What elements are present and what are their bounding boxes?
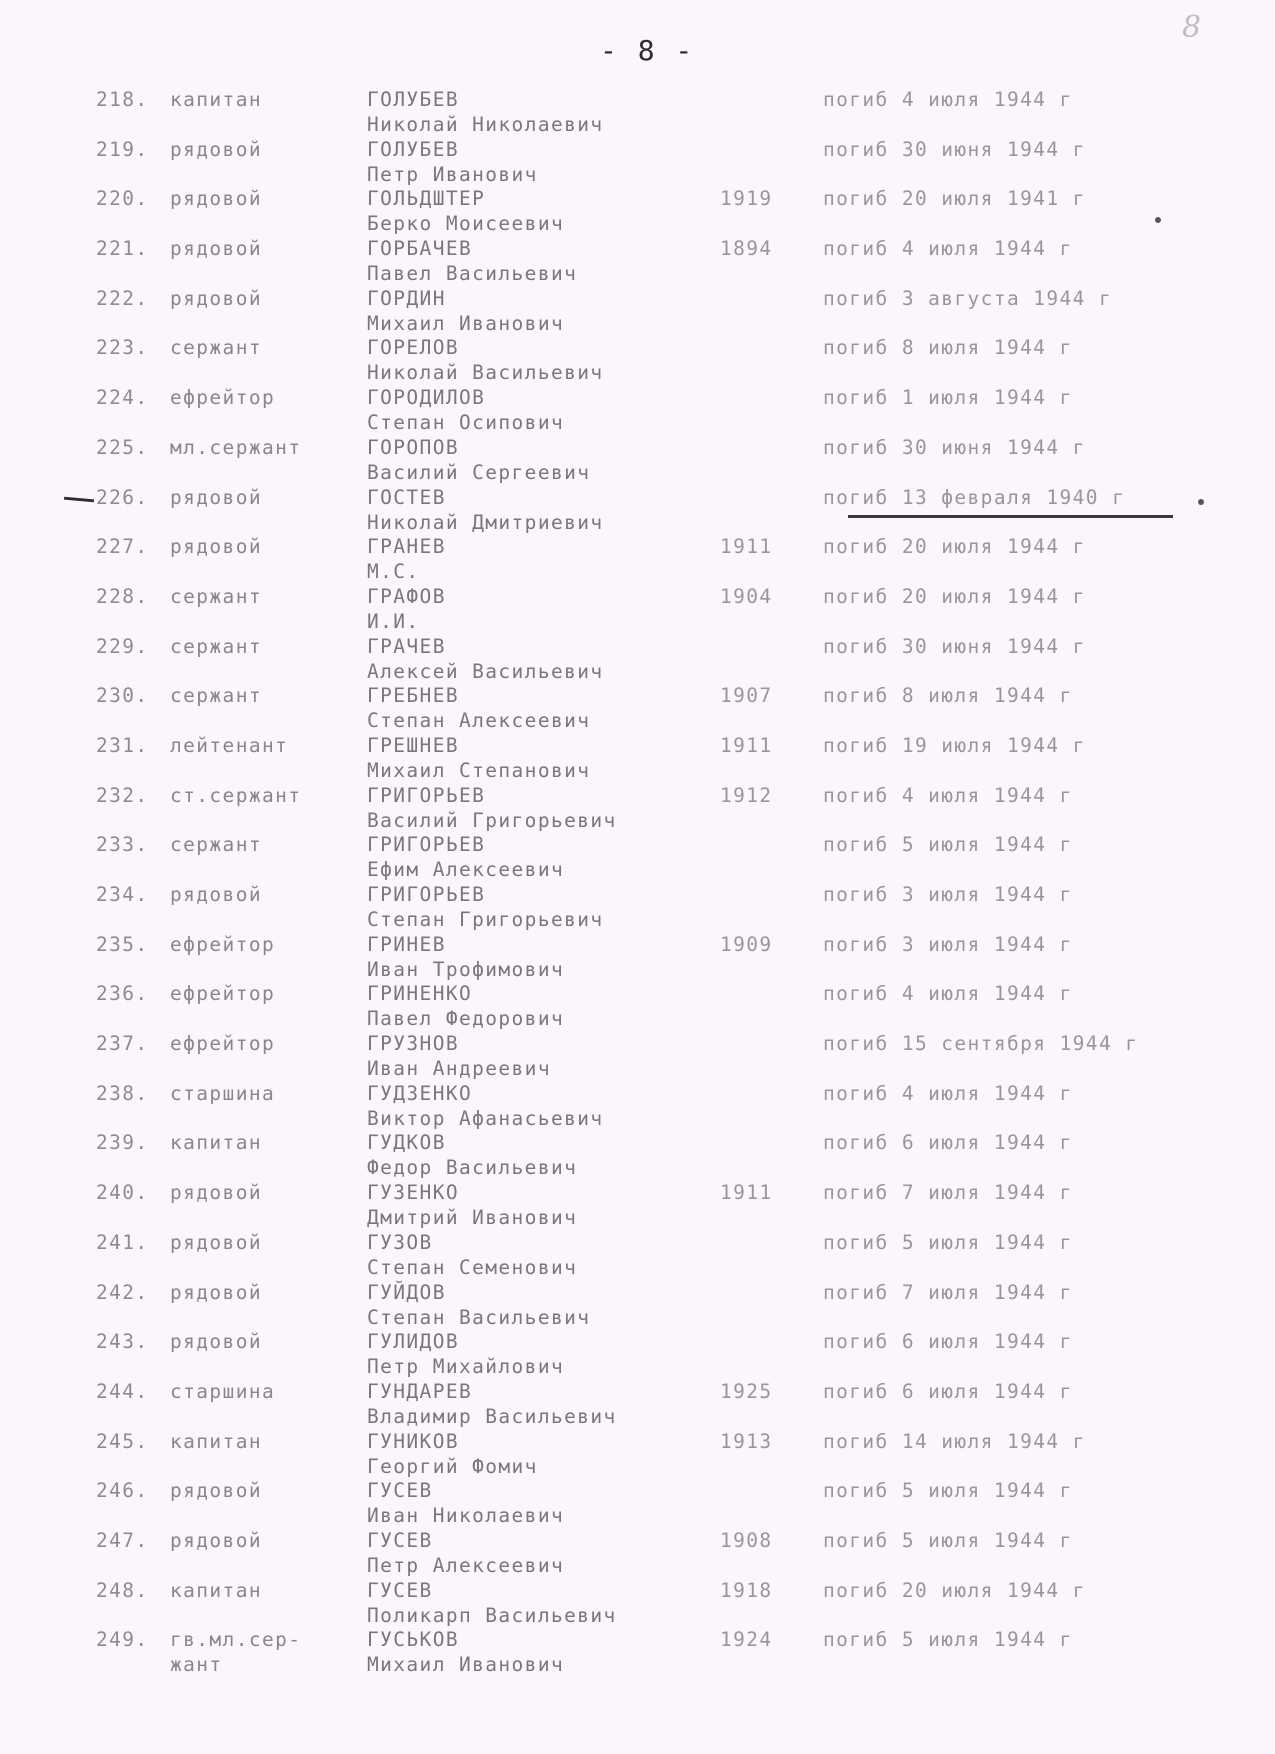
rank: капитан	[170, 1429, 262, 1453]
surname: ГОСТЕВ	[367, 485, 446, 509]
surname: ГОЛУБЕВ	[367, 88, 459, 111]
rank: рядовой	[170, 1479, 262, 1503]
record-number: 247.	[96, 1528, 149, 1552]
given-name: Петр Алексеевич	[367, 1553, 565, 1577]
surname: ГОЛЬДШТЕР	[367, 187, 486, 211]
given-name: Степан Алексеевич	[367, 709, 591, 733]
list-item	[0, 1181, 1275, 1231]
death-date: погиб 4 июля 1944 г	[823, 982, 1073, 1006]
death-date: погиб 3 августа 1944 г	[823, 286, 1113, 310]
surname: ГОРЕЛОВ	[367, 336, 459, 360]
given-name: Василий Сергеевич	[367, 460, 591, 484]
death-date: погиб 30 июня 1944 г	[823, 634, 1086, 658]
death-date: погиб 15 сентября 1944 г	[823, 1032, 1139, 1056]
rank: ефрейтор	[170, 982, 276, 1006]
given-name: Берко Моисеевич	[367, 212, 565, 236]
death-date: погиб 13 февраля 1940 г	[823, 485, 1126, 509]
birth-year: 1912	[720, 783, 773, 807]
surname: ГРИГОРЬЕВ	[367, 883, 486, 906]
given-name: Михаил Иванович	[367, 311, 565, 335]
death-date: погиб 4 июля 1944 г	[823, 237, 1073, 261]
given-name: Степан Семенович	[367, 1255, 578, 1279]
surname: ГУЙДОВ	[367, 1280, 446, 1304]
surname: ГУНДАРЕВ	[367, 1379, 473, 1403]
list-item	[0, 1430, 1275, 1480]
death-date: погиб 5 июля 1944 г	[823, 833, 1073, 857]
given-name: Степан Григорьевич	[367, 908, 604, 931]
death-date: погиб 6 июля 1944 г	[823, 1131, 1073, 1155]
list-item	[0, 1032, 1275, 1082]
given-name: Дмитрий Иванович	[367, 1206, 578, 1230]
rank: гв.мл.сер-	[170, 1628, 302, 1652]
birth-year: 1913	[720, 1429, 773, 1453]
record-number: 236.	[96, 982, 149, 1006]
surname: ГУНИКОВ	[367, 1429, 459, 1453]
death-date: погиб 14 июля 1944 г	[823, 1429, 1086, 1453]
surname: ГРАЧЕВ	[367, 634, 446, 658]
death-date: погиб 4 июля 1944 г	[823, 88, 1073, 111]
given-name: Петр Иванович	[367, 162, 538, 186]
surname: ГУСЕВ	[367, 1479, 433, 1503]
surname: ГРИГОРЬЕВ	[367, 783, 486, 807]
surname: ГОРДИН	[367, 286, 446, 310]
rank: сержант	[170, 833, 262, 857]
surname: ГУЗЕНКО	[367, 1181, 459, 1205]
rank: рядовой	[170, 137, 262, 161]
list-item	[0, 386, 1275, 436]
list-item	[0, 1628, 1275, 1678]
rank: ст.сержант	[170, 783, 302, 807]
surname: ГУЛИДОВ	[367, 1330, 459, 1354]
death-date: погиб 5 июля 1944 г	[823, 1528, 1073, 1552]
record-number: 238.	[96, 1081, 149, 1105]
rank: капитан	[170, 1131, 262, 1155]
given-name: Михаил Степанович	[367, 758, 591, 782]
given-name: Павел Васильевич	[367, 262, 578, 286]
record-number: 245.	[96, 1429, 149, 1453]
birth-year: 1908	[720, 1528, 773, 1552]
death-date: погиб 4 июля 1944 г	[823, 1081, 1073, 1105]
birth-year: 1894	[720, 237, 773, 261]
surname: ГРИГОРЬЕВ	[367, 833, 486, 857]
surname: ГОРОДИЛОВ	[367, 386, 486, 410]
death-date: погиб 4 июля 1944 г	[823, 783, 1073, 807]
death-date: погиб 20 июля 1944 г	[823, 535, 1086, 559]
death-date: погиб 20 июля 1941 г	[823, 187, 1086, 211]
birth-year: 1919	[720, 187, 773, 211]
surname: ГУЗОВ	[367, 1230, 433, 1254]
rank: рядовой	[170, 1330, 262, 1354]
given-name: Степан Осипович	[367, 411, 565, 435]
surname: ГУСЬКОВ	[367, 1628, 459, 1652]
list-item	[0, 1380, 1275, 1430]
surname: ГРАФОВ	[367, 584, 446, 608]
surname: ГРЕШНЕВ	[367, 733, 459, 757]
rank: рядовой	[170, 286, 262, 310]
rank: ефрейтор	[170, 386, 276, 410]
record-number: 237.	[96, 1032, 149, 1056]
record-number: 243.	[96, 1330, 149, 1354]
surname: ГРИНЕВ	[367, 932, 446, 956]
death-date: погиб 20 июля 1944 г	[823, 584, 1086, 608]
rank: рядовой	[170, 187, 262, 211]
surname: ГРИНЕНКО	[367, 982, 473, 1006]
list-item	[0, 784, 1275, 834]
given-name: Ефим Алексеевич	[367, 858, 565, 882]
death-date: погиб 30 июня 1944 г	[823, 435, 1086, 459]
rank: капитан	[170, 88, 262, 111]
death-date: погиб 7 июля 1944 г	[823, 1280, 1073, 1304]
list-item	[0, 635, 1275, 685]
record-number: 218.	[96, 88, 149, 111]
given-name: Владимир Васильевич	[367, 1404, 617, 1428]
death-date: погиб 3 июля 1944 г	[823, 932, 1073, 956]
record-number: 248.	[96, 1578, 149, 1602]
list-item	[0, 1281, 1275, 1331]
list-item	[0, 187, 1275, 237]
death-date: погиб 6 июля 1944 г	[823, 1379, 1073, 1403]
list-item	[0, 336, 1275, 386]
surname: ГРАНЕВ	[367, 535, 446, 559]
list-item	[0, 1529, 1275, 1579]
list-item	[0, 535, 1275, 585]
list-item	[0, 237, 1275, 287]
list-item	[0, 287, 1275, 337]
handwritten-page-mark: 8	[1182, 10, 1202, 45]
rank: сержант	[170, 634, 262, 658]
list-item	[0, 933, 1275, 983]
surname: ГУДЗЕНКО	[367, 1081, 473, 1105]
record-number: 239.	[96, 1131, 149, 1155]
list-item	[0, 1082, 1275, 1132]
death-date: погиб 7 июля 1944 г	[823, 1181, 1073, 1205]
rank: капитан	[170, 1578, 262, 1602]
record-number: 242.	[96, 1280, 149, 1304]
rank: лейтенант	[170, 733, 289, 757]
record-number: 226.	[96, 485, 149, 509]
rank: рядовой	[170, 883, 262, 906]
death-date: погиб 1 июля 1944 г	[823, 386, 1073, 410]
given-name: Иван Трофимович	[367, 957, 565, 981]
record-number: 244.	[96, 1379, 149, 1403]
given-name: Петр Михайлович	[367, 1355, 565, 1379]
rank: сержант	[170, 336, 262, 360]
given-name: Алексей Васильевич	[367, 659, 604, 683]
rank: ефрейтор	[170, 932, 276, 956]
birth-year: 1924	[720, 1628, 773, 1652]
record-number: 231.	[96, 733, 149, 757]
record-number: 228.	[96, 584, 149, 608]
record-number: 234.	[96, 883, 149, 906]
record-number: 249.	[96, 1628, 149, 1652]
given-name: Иван Николаевич	[367, 1504, 565, 1528]
record-number: 246.	[96, 1479, 149, 1503]
rank: сержант	[170, 584, 262, 608]
record-number: 230.	[96, 684, 149, 708]
list-item	[0, 982, 1275, 1032]
death-date: погиб 30 июня 1944 г	[823, 137, 1086, 161]
rank: рядовой	[170, 1230, 262, 1254]
rank-continuation: жант	[170, 1653, 223, 1677]
given-name: Степан Васильевич	[367, 1305, 591, 1329]
surname: ГУСЕВ	[367, 1578, 433, 1602]
given-name: Николай Дмитриевич	[367, 510, 604, 534]
birth-year: 1925	[720, 1379, 773, 1403]
birth-year: 1909	[720, 932, 773, 956]
list-item	[0, 1131, 1275, 1181]
list-item	[0, 138, 1275, 188]
rank: рядовой	[170, 535, 262, 559]
list-item	[0, 1231, 1275, 1281]
birth-year: 1911	[720, 733, 773, 757]
rank: рядовой	[170, 1280, 262, 1304]
given-name: Павел Федорович	[367, 1007, 565, 1031]
surname: ГУСЕВ	[367, 1528, 433, 1552]
birth-year: 1907	[720, 684, 773, 708]
surname: ГОРБАЧЕВ	[367, 237, 473, 261]
record-number: 240.	[96, 1181, 149, 1205]
surname: ГОЛУБЕВ	[367, 137, 459, 161]
list-item	[0, 436, 1275, 486]
record-number: 241.	[96, 1230, 149, 1254]
list-item	[0, 684, 1275, 734]
list-item	[0, 1579, 1275, 1629]
given-name: М.С.	[367, 560, 420, 584]
birth-year: 1918	[720, 1578, 773, 1602]
rank: рядовой	[170, 1528, 262, 1552]
given-name: Федор Васильевич	[367, 1156, 578, 1180]
given-name: Михаил Иванович	[367, 1653, 565, 1677]
list-item	[0, 734, 1275, 784]
death-date: погиб 20 июля 1944 г	[823, 1578, 1086, 1602]
given-name: Поликарп Васильевич	[367, 1603, 617, 1627]
given-name: Василий Григорьевич	[367, 808, 617, 832]
record-number: 233.	[96, 833, 149, 857]
given-name: Николай Васильевич	[367, 361, 604, 385]
list-item	[0, 585, 1275, 635]
record-number: 221.	[96, 237, 149, 261]
death-date: погиб 19 июля 1944 г	[823, 733, 1086, 757]
record-number: 220.	[96, 187, 149, 211]
record-number: 225.	[96, 435, 149, 459]
death-date: погиб 6 июля 1944 г	[823, 1330, 1073, 1354]
record-number: 227.	[96, 535, 149, 559]
death-date: погиб 5 июля 1944 г	[823, 1628, 1073, 1652]
given-name: Николай Николаевич	[367, 113, 604, 136]
list-item	[0, 88, 1275, 138]
page-number: - 8 -	[600, 34, 695, 67]
death-date: погиб 5 июля 1944 г	[823, 1479, 1073, 1503]
death-date: погиб 5 июля 1944 г	[823, 1230, 1073, 1254]
given-name: Виктор Афанасьевич	[367, 1106, 604, 1130]
death-date: погиб 8 июля 1944 г	[823, 336, 1073, 360]
list-item	[0, 1479, 1275, 1529]
rank: мл.сержант	[170, 435, 302, 459]
surname: ГРУЗНОВ	[367, 1032, 459, 1056]
surname: ГРЕБНЕВ	[367, 684, 459, 708]
rank: рядовой	[170, 237, 262, 261]
rank: ефрейтор	[170, 1032, 276, 1056]
given-name: Иван Андреевич	[367, 1057, 551, 1081]
list-item	[0, 486, 1275, 536]
record-number: 224.	[96, 386, 149, 410]
birth-year: 1911	[720, 1181, 773, 1205]
record-number: 235.	[96, 932, 149, 956]
rank: старшина	[170, 1379, 276, 1403]
record-number: 219.	[96, 137, 149, 161]
birth-year: 1904	[720, 584, 773, 608]
death-date: погиб 8 июля 1944 г	[823, 684, 1073, 708]
record-number: 229.	[96, 634, 149, 658]
record-number: 222.	[96, 286, 149, 310]
death-date: погиб 3 июля 1944 г	[823, 883, 1073, 906]
given-name: И.И.	[367, 609, 420, 633]
rank: рядовой	[170, 1181, 262, 1205]
rank: рядовой	[170, 485, 262, 509]
casualty-list	[0, 88, 1275, 1678]
list-item	[0, 833, 1275, 883]
given-name: Георгий Фомич	[367, 1454, 538, 1478]
list-item	[0, 1330, 1275, 1380]
list-item	[0, 883, 1275, 933]
birth-year: 1911	[720, 535, 773, 559]
record-number: 223.	[96, 336, 149, 360]
rank: сержант	[170, 684, 262, 708]
record-number: 232.	[96, 783, 149, 807]
surname: ГОРОПОВ	[367, 435, 459, 459]
rank: старшина	[170, 1081, 276, 1105]
surname: ГУДКОВ	[367, 1131, 446, 1155]
